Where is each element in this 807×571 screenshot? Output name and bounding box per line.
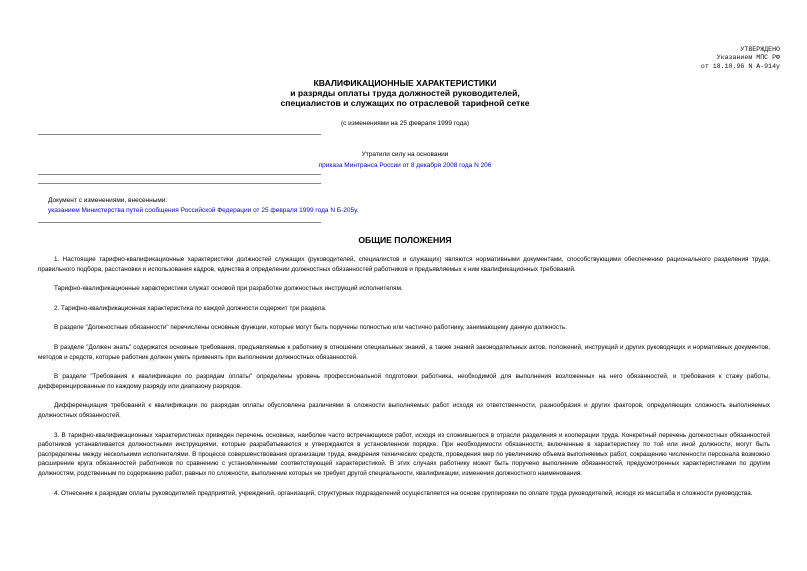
lost-force-link[interactable]: приказа Минтранса России от 8 декабря 2008 года N 206 (318, 161, 492, 169)
paragraph: 1. Настоящие тарифно-квалификационные характеристики должностей служащих (руководителей, специалистов и служащих) являются нормативными документами, способствующими обеспечению рационального разделения труда, правильного подбора, расстановки и использования кадров, единства в определении должностных обязанностей работников и предъявляемых к ним квалификационных требований. (38, 256, 770, 273)
body-text (38, 255, 770, 508)
lost-force-notice (40, 150, 770, 171)
approval-stamp (701, 46, 780, 71)
paragraph: В разделе "Должностные обязанности" перечислены основные функции, которые могут быть поручены полностью или частично работнику, занимающему данную должность. (54, 324, 567, 332)
title-line-1: КВАЛИФИКАЦИОННЫЕ ХАРАКТЕРИСТИКИ (313, 78, 497, 88)
divider (38, 174, 321, 175)
paragraph: 4. Отнесение к разрядам оплаты руководителей предприятий, учреждений, организаций, структурных подразделений осуществляется на основе группировки по оплате труда руководителей, исходя из масштаба и сложности руководства. (54, 489, 753, 497)
divider (38, 134, 321, 135)
lost-force-text: Утратили силу на основании (361, 151, 449, 158)
document-changes (48, 196, 359, 216)
paragraph: 3. В тарифно-квалификационных характеристиках приведен перечень основных, наиболее часто встречающихся работ, исходя из сложившегося в отрасли разделения и кооперации труда. Конкретный перечень должностных обязанностей работников устанавливается должностными инструкциями, которые разрабатываются и утверждаются в установленном порядке. При необходимости обязанности, включенные в характеристику по той или иной должности, могут быть распределены между несколькими исполнителями. В процессе совершенствования организации труда, внедрения технических средств, проведения мер по увеличению объема выполняемых работ, сокращению численности персонала возможно расширение круга обязанностей работников по сравнению с установленными соответствующей характеристикой. В этих случаях работнику может быть поручено выполнение обязанностей, предусмотренных характеристиками по другим должностям, родственным по содержанию работ, равных по сложности, выполнение которых не требует другой специальности, квалификации, изменения должностного наименования. (38, 431, 770, 477)
approval-line-2: Указанием МПС РФ (716, 54, 780, 62)
divider (38, 183, 321, 184)
approval-line-3: от 18.10.96 N А-914у (700, 62, 780, 70)
section-title: ОБЩИЕ ПОЛОЖЕНИЯ (358, 235, 452, 245)
title-line-2: и разряды оплаты труда должностей руководителей, (290, 88, 520, 99)
paragraph: Тарифно-квалификационные характеристики служат основой при разработке должностных инструкций исполнителям. (54, 285, 403, 293)
title-line-3: специалистов и служащих по отраслевой тарифной сетке (280, 98, 530, 109)
document-title (40, 78, 770, 109)
paragraph: В разделе "Требования к квалификации по разрядам оплаты" определены уровень профессиональной подготовки работника, необходимой для выполнения возложенных на него обязанностей, и требования к стажу работы, дифференцированные по каждому разряду или диапазону разрядов. (38, 373, 770, 390)
doc-changes-text: Документ с изменениями, внесенными: (48, 197, 168, 204)
paragraph: 2. Тарифно-квалификационная характеристика по каждой должности содержит три раздела. (54, 304, 327, 312)
doc-changes-link[interactable]: указанием Министерства путей сообщения Российской Федерации от 25 февраля 1999 года N Б-205у. (48, 207, 359, 214)
paragraph: В разделе "Должен знать" содержатся основные требования, предъявляемые к работнику в отношении специальных знаний, а также знаний законодательных актов, положений, инструкций и других руководящих и нормативных документов, методов и средств, которые работник должен уметь применять при выполнении должностных обязанностей. (38, 343, 770, 361)
divider (38, 222, 321, 223)
approval-line-1: УТВЕРЖДЕНО (740, 46, 780, 53)
paragraph: Дифференциация требований к квалификации по разрядам оплаты обусловлена различиями в сложности выполняемых работ исходя из ответственности, разнообразия и других факторов, определяющих сложность выполняемых должностных обязанностей. (38, 402, 770, 419)
changes-note: (с изменениями на 25 февраля 1999 года) (340, 120, 470, 127)
